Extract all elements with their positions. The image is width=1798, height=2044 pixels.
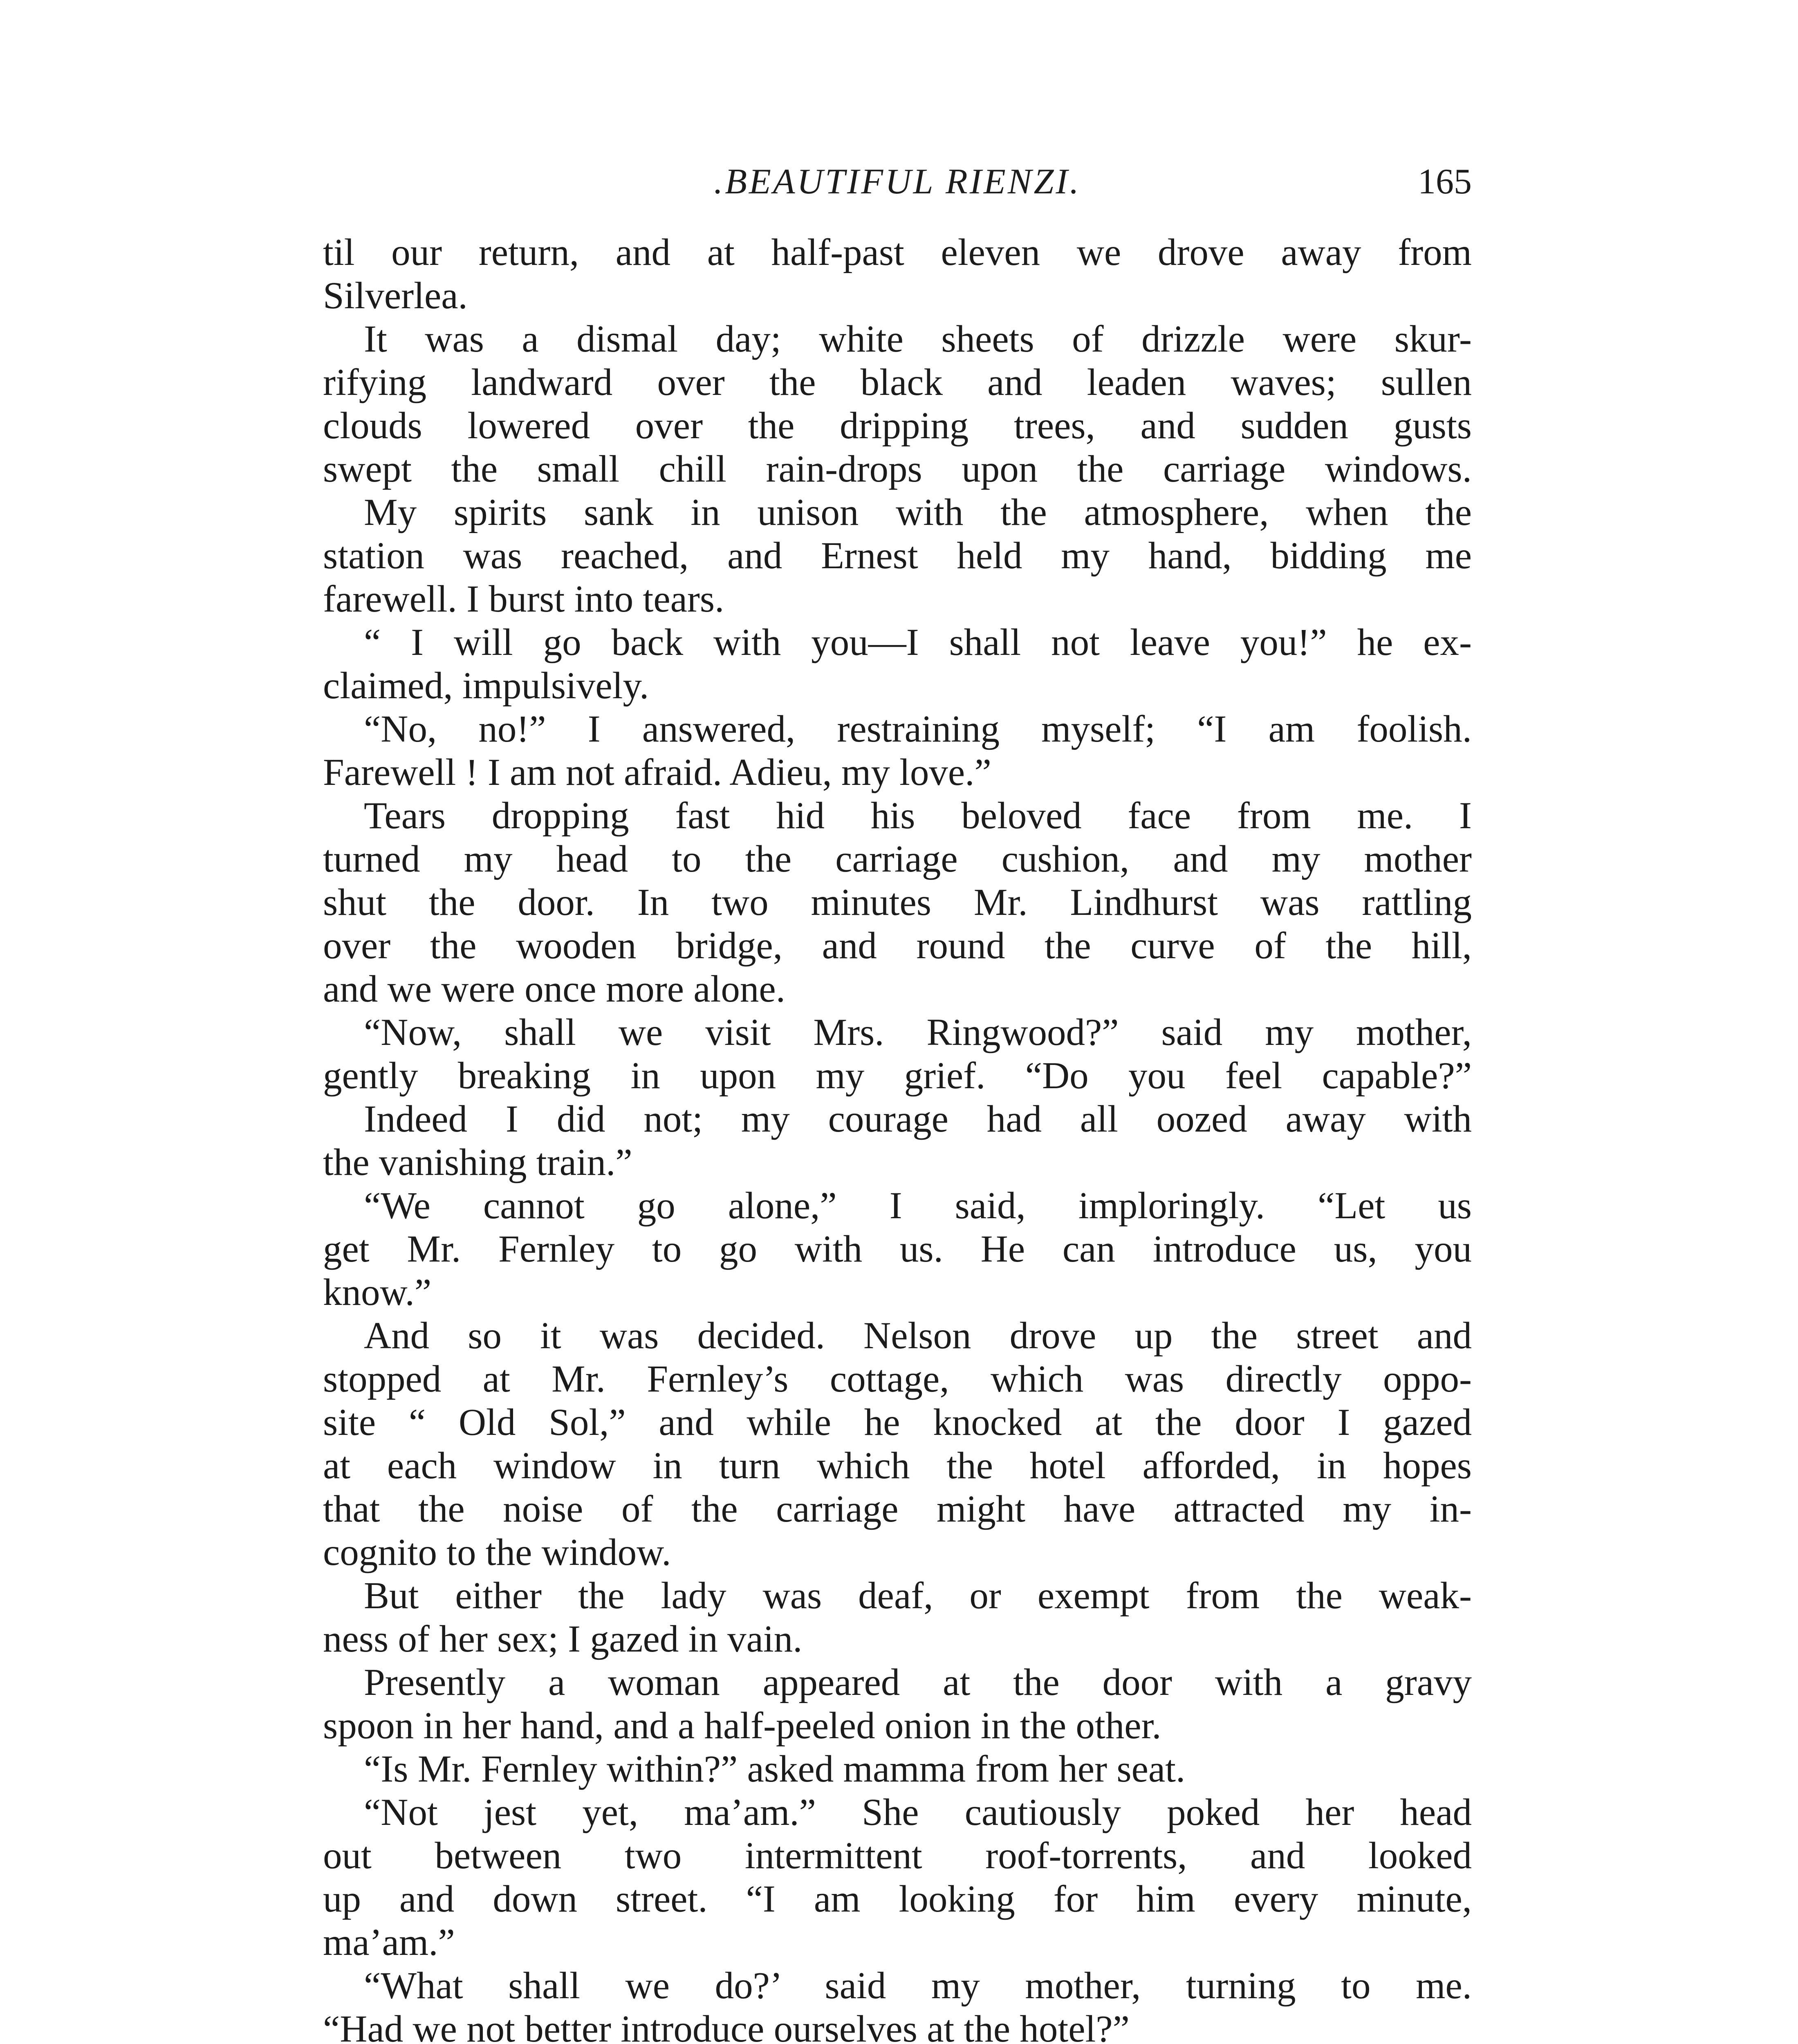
- text-line: and we were once more alone.: [323, 968, 785, 1010]
- text-line: that the noise of the carriage might have attracted my in-: [323, 1488, 1472, 1530]
- running-title: .BEAUTIFUL RIENZI.: [714, 162, 1081, 202]
- text-line: It was a dismal day; white sheets of drizzle were skur-: [364, 318, 1472, 360]
- page-number: 165: [1418, 162, 1472, 202]
- text-line: cognito to the window.: [323, 1531, 671, 1573]
- text-line: out between two intermittent roof-torrents, and looked: [323, 1835, 1472, 1877]
- text-line: “Not jest yet, ma’am.” She cautiously poked her head: [364, 1791, 1472, 1833]
- text-line: up and down street. “I am looking for him every minute,: [323, 1878, 1472, 1920]
- text-line: shut the door. In two minutes Mr. Lindhurst was rattling: [323, 881, 1472, 923]
- text-line: know.”: [323, 1271, 432, 1313]
- text-line: station was reached, and Ernest held my hand, bidding me: [323, 535, 1472, 577]
- text-line: gently breaking in upon my grief. “Do you feel capable?”: [323, 1055, 1472, 1097]
- text-line: But either the lady was deaf, or exempt from the weak-: [364, 1575, 1472, 1617]
- text-line: turned my head to the carriage cushion, and my mother: [323, 838, 1472, 880]
- text-line: over the wooden bridge, and round the curve of the hill,: [323, 925, 1472, 967]
- text-line: “ I will go back with you—I shall not leave you!” he ex-: [364, 621, 1472, 663]
- text-line: ness of her sex; I gazed in vain.: [323, 1618, 803, 1660]
- text-line: til our return, and at half-past eleven we drove away from: [323, 231, 1472, 273]
- text-line: site “ Old Sol,” and while he knocked at the door I gazed: [323, 1401, 1472, 1443]
- text-line: spoon in her hand, and a half-peeled onion in the other.: [323, 1705, 1161, 1747]
- text-line: swept the small chill rain-drops upon the carriage windows.: [323, 448, 1472, 490]
- text-line: Farewell ! I am not afraid. Adieu, my love.”: [323, 751, 991, 793]
- text-line: stopped at Mr. Fernley’s cottage, which was directly oppo-: [323, 1358, 1472, 1400]
- text-line: “Had we not better introduce ourselves at the hotel?”: [323, 2008, 1130, 2044]
- text-line: Tears dropping fast hid his beloved face from me. I: [364, 795, 1472, 837]
- text-line: “We cannot go alone,” I said, imploringly. “Let us: [364, 1185, 1472, 1227]
- text-line: farewell. I burst into tears.: [323, 578, 724, 620]
- text-line: Silverlea.: [323, 275, 468, 317]
- text-line: rifying landward over the black and leaden waves; sullen: [323, 361, 1472, 403]
- text-line: at each window in turn which the hotel afforded, in hopes: [323, 1445, 1472, 1487]
- text-line: clouds lowered over the dripping trees, and sudden gusts: [323, 405, 1472, 447]
- text-line: And so it was decided. Nelson drove up the street and: [364, 1315, 1472, 1357]
- body-text: [323, 231, 1472, 2044]
- text-line: My spirits sank in unison with the atmosphere, when the: [364, 491, 1472, 533]
- text-line: Presently a woman appeared at the door with a gravy: [364, 1661, 1472, 1703]
- text-line: Indeed I did not; my courage had all oozed away with: [364, 1098, 1472, 1140]
- text-line: “Now, shall we visit Mrs. Ringwood?” said my mother,: [364, 1011, 1472, 1053]
- text-line: “Is Mr. Fernley within?” asked mamma from her seat.: [364, 1748, 1186, 1790]
- running-header: [323, 157, 1472, 215]
- text-line: the vanishing train.”: [323, 1141, 632, 1183]
- text-line: claimed, impulsively.: [323, 665, 649, 707]
- text-line: “What shall we do?’ said my mother, turning to me.: [364, 1965, 1472, 2007]
- text-line: get Mr. Fernley to go with us. He can introduce us, you: [323, 1228, 1472, 1270]
- text-line: ma’am.”: [323, 1921, 455, 1963]
- text-line: “No, no!” I answered, restraining myself; “I am foolish.: [364, 708, 1472, 750]
